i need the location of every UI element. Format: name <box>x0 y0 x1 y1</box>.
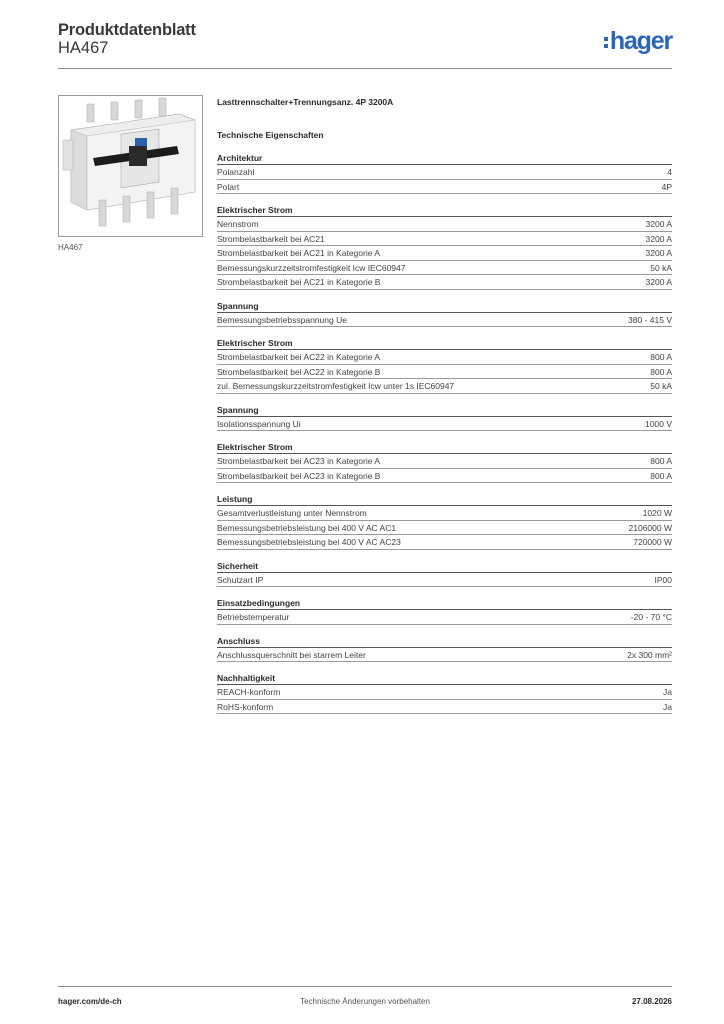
footer-date: 27.08.2026 <box>631 997 672 1006</box>
section-title: Elektrischer Strom <box>217 204 672 217</box>
product-image-frame <box>58 95 203 237</box>
spec-label: Betriebstemperatur <box>217 612 290 622</box>
spec-label: Bemessungsbetriebsleistung bei 400 V AC AC23 <box>217 537 401 547</box>
spec-row <box>217 469 672 484</box>
spec-value: 800 A <box>650 352 672 362</box>
section-title: Nachhaltigkeit <box>217 672 672 685</box>
spec-section <box>217 300 672 328</box>
spec-section <box>217 204 672 290</box>
spec-section <box>217 404 672 432</box>
spec-row <box>217 610 672 625</box>
spec-content <box>217 96 672 724</box>
spec-value: 2106000 W <box>628 522 672 533</box>
spec-row <box>217 379 672 394</box>
spec-row <box>217 573 672 588</box>
logo-text: hager <box>609 27 672 55</box>
section-title: Einsatzbedingungen <box>217 597 672 610</box>
product-name: Lasttrennschalter+Trennungsanz. 4P 3200A <box>217 97 394 107</box>
spec-value: 4 <box>667 167 672 177</box>
spec-label: Strombelastbarkeit bei AC21 in Kategorie A <box>217 248 381 258</box>
spec-label: zul. Bemessungskurzzeitstromfestigkeit Icw unter 1s IEC60947 <box>217 381 455 391</box>
spec-label: Strombelastbarkeit bei AC23 in Kategorie B <box>217 470 381 481</box>
product-image-caption: HA467 <box>58 243 83 252</box>
spec-value: 3200 A <box>645 219 672 229</box>
spec-row <box>217 313 672 328</box>
section-title: Spannung <box>217 300 672 313</box>
header-divider <box>58 68 672 69</box>
spec-value: 50 kA <box>650 381 672 391</box>
article-number: HA467 <box>58 39 109 57</box>
spec-value: 50 kA <box>650 262 672 273</box>
section-title: Elektrischer Strom <box>217 337 672 350</box>
spec-row <box>217 700 672 715</box>
spec-row <box>217 648 672 663</box>
section-title: Elektrischer Strom <box>217 441 672 454</box>
spec-value: 3200 A <box>645 248 672 258</box>
spec-value: 2x 300 mm² <box>627 649 672 660</box>
spec-row <box>217 417 672 432</box>
spec-label: Polanzahl <box>217 167 255 177</box>
section-title: Architektur <box>217 152 672 165</box>
spec-label: Bemessungskurzzeitstromfestigkeit Icw IEC60947 <box>217 262 406 273</box>
spec-value: 1000 V <box>645 418 672 429</box>
spec-label: Bemessungsbetriebsspannung Ue <box>217 314 347 325</box>
footer-note: Technische Änderungen vorbehalten <box>300 997 430 1006</box>
spec-row <box>217 521 672 536</box>
spec-row <box>217 535 672 550</box>
spec-label: Isolationsspannung Ui <box>217 418 301 429</box>
spec-sections <box>217 152 672 714</box>
spec-row <box>217 232 672 247</box>
switch-disconnector-image <box>59 96 202 236</box>
spec-value: IP00 <box>654 574 672 585</box>
spec-value: -20 - 70 °C <box>630 612 672 622</box>
section-title: Spannung <box>217 404 672 417</box>
spec-label: Nennstrom <box>217 219 259 229</box>
spec-section <box>217 337 672 394</box>
spec-value: 1020 W <box>642 508 672 518</box>
document-title: Produktdatenblatt <box>58 21 196 39</box>
spec-section <box>217 597 672 625</box>
spec-label: Anschlussquerschnitt bei starrem Leiter <box>217 649 366 660</box>
spec-label: Strombelastbarkeit bei AC21 in Kategorie B <box>217 277 381 287</box>
spec-label: Polart <box>217 181 240 192</box>
hager-logo <box>604 26 672 56</box>
spec-value: 380 - 415 V <box>628 314 672 325</box>
spec-value: 3200 A <box>645 233 672 244</box>
spec-label: Strombelastbarkeit bei AC23 in Kategorie A <box>217 456 381 466</box>
spec-label: Strombelastbarkeit bei AC22 in Kategorie B <box>217 366 381 377</box>
spec-row <box>217 685 672 700</box>
spec-section <box>217 560 672 588</box>
spec-value: Ja <box>663 701 672 712</box>
spec-section <box>217 152 672 194</box>
page-footer <box>58 993 672 1007</box>
spec-row <box>217 275 672 290</box>
spec-label: Gesamtverlustleistung unter Nennstrom <box>217 508 367 518</box>
spec-value: Ja <box>663 687 672 697</box>
spec-value: 3200 A <box>645 277 672 287</box>
spec-label: Strombelastbarkeit bei AC22 in Kategorie A <box>217 352 381 362</box>
section-title: Sicherheit <box>217 560 672 573</box>
spec-value: 4P <box>661 181 672 192</box>
tech-properties-heading: Technische Eigenschaften <box>217 130 324 140</box>
spec-label: Schutzart IP <box>217 574 264 585</box>
spec-value: 720000 W <box>633 537 672 547</box>
spec-row <box>217 350 672 365</box>
spec-label: Bemessungsbetriebsleistung bei 400 V AC AC1 <box>217 522 397 533</box>
spec-row <box>217 165 672 180</box>
spec-label: Strombelastbarkeit bei AC21 <box>217 233 325 244</box>
spec-row <box>217 246 672 261</box>
spec-row <box>217 180 672 195</box>
spec-value: 800 A <box>650 366 672 377</box>
spec-row <box>217 261 672 276</box>
logo-dots-icon <box>604 37 608 48</box>
spec-row <box>217 454 672 469</box>
spec-row <box>217 506 672 521</box>
footer-divider <box>58 986 672 987</box>
spec-value: 800 A <box>650 456 672 466</box>
spec-row <box>217 217 672 232</box>
spec-section <box>217 493 672 550</box>
footer-url[interactable]: hager.com/de-ch <box>58 997 122 1006</box>
spec-section <box>217 441 672 483</box>
spec-section <box>217 672 672 714</box>
page-header <box>58 21 672 69</box>
spec-label: REACH-konform <box>217 687 281 697</box>
section-title: Leistung <box>217 493 672 506</box>
spec-value: 800 A <box>650 470 672 481</box>
spec-section <box>217 635 672 663</box>
spec-label: RoHS-konform <box>217 701 274 712</box>
spec-row <box>217 365 672 380</box>
section-title: Anschluss <box>217 635 672 648</box>
